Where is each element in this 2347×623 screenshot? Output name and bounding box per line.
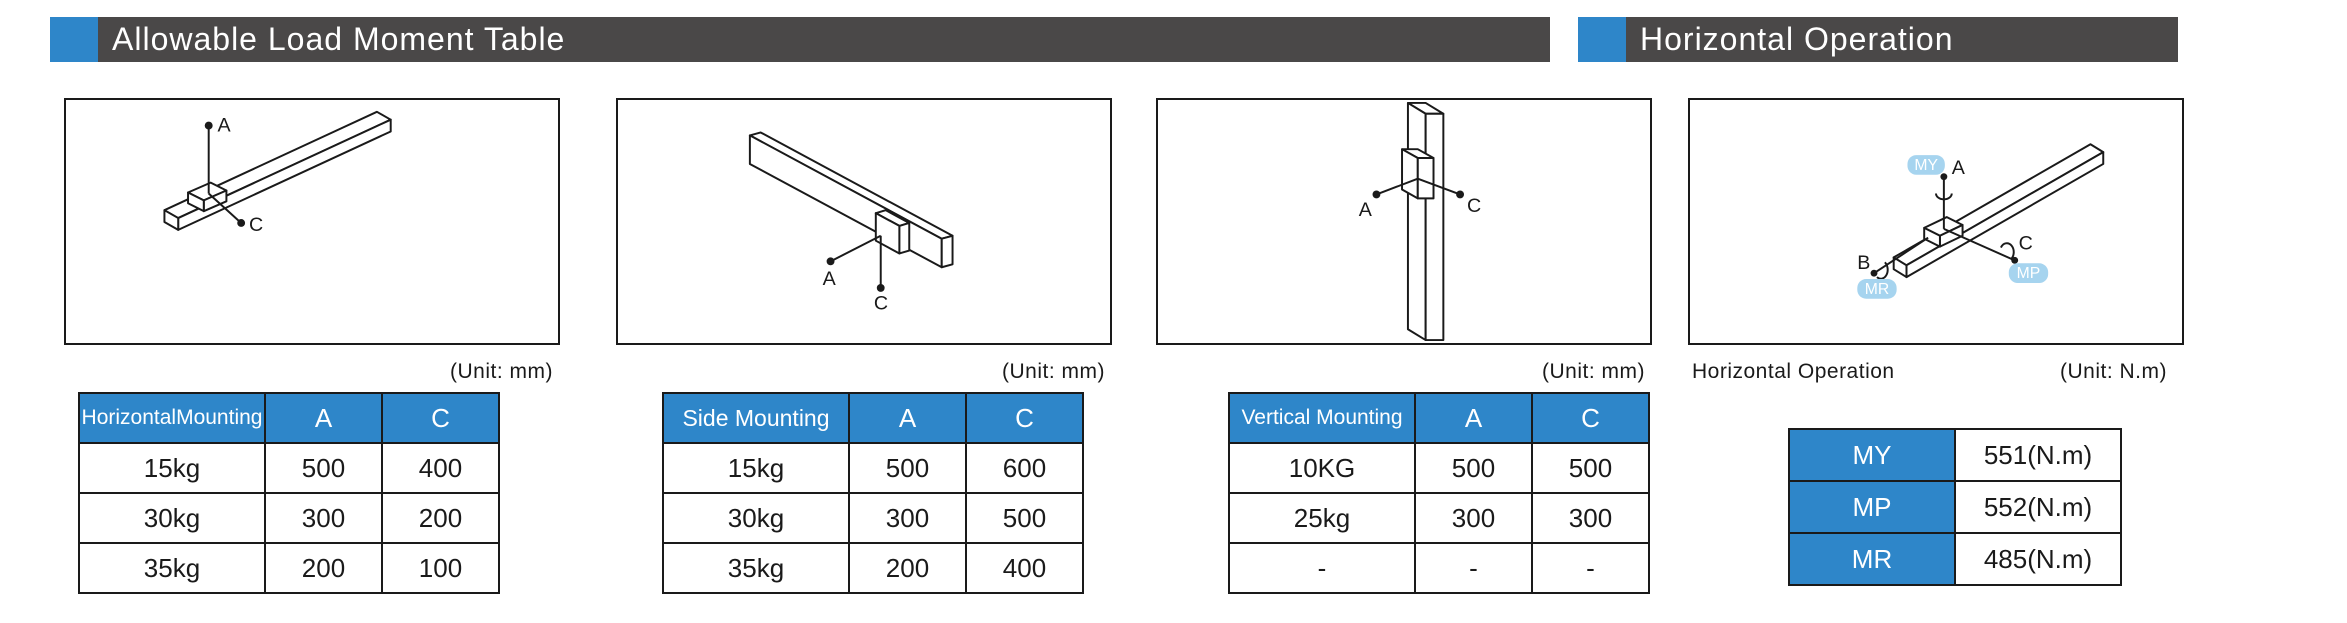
table-cell: 200 xyxy=(265,543,382,593)
horizontal-operation-illustration xyxy=(1690,100,2182,343)
column-header: A xyxy=(1415,393,1532,443)
table-row xyxy=(79,543,499,593)
side-mounting-illustration xyxy=(618,100,1110,343)
table-cell: 10KG xyxy=(1229,443,1415,493)
table-cell: 30kg xyxy=(79,493,265,543)
unit-label: (Unit: mm) xyxy=(1002,360,1105,383)
table-cell: 300 xyxy=(849,493,966,543)
table-row xyxy=(663,443,1083,493)
table-row xyxy=(1229,493,1649,543)
diagram-side-mounting xyxy=(616,98,1112,345)
svg-text:MR: MR xyxy=(1864,280,1890,298)
table-cell: 400 xyxy=(382,443,499,493)
svg-text:MY: MY xyxy=(1914,156,1938,174)
column-header: A xyxy=(849,393,966,443)
table-cell: - xyxy=(1532,543,1649,593)
unit-label: (Unit: N.m) xyxy=(2060,360,2167,383)
column-header: C xyxy=(1532,393,1649,443)
table-cell: 485(N.m) xyxy=(1955,533,2121,585)
table-cell: 500 xyxy=(1532,443,1649,493)
unit-label: (Unit: mm) xyxy=(450,360,553,383)
table-row xyxy=(1229,443,1649,493)
table-cell: 200 xyxy=(849,543,966,593)
table-row xyxy=(663,543,1083,593)
table-row xyxy=(79,493,499,543)
table-cell: 300 xyxy=(265,493,382,543)
column-header: C xyxy=(966,393,1083,443)
table-cell: 30kg xyxy=(663,493,849,543)
diagram-horizontal-operation xyxy=(1688,98,2184,345)
table-cell: 35kg xyxy=(663,543,849,593)
column-header: HorizontalMounting xyxy=(79,393,265,443)
table-cell: 15kg xyxy=(663,443,849,493)
row-header: MY xyxy=(1789,429,1955,481)
svg-text:B: B xyxy=(1857,252,1871,275)
table-cell: 552(N.m) xyxy=(1955,481,2121,533)
table-cell: 500 xyxy=(1415,443,1532,493)
table-row xyxy=(1789,481,2121,533)
table-cell: 400 xyxy=(966,543,1083,593)
title-accent xyxy=(50,17,98,62)
horizontal-operation-caption: Horizontal Operation xyxy=(1692,360,1895,383)
table-row xyxy=(663,493,1083,543)
table-row xyxy=(1229,543,1649,593)
column-header: Vertical Mounting xyxy=(1229,393,1415,443)
diagram-vertical-mounting xyxy=(1156,98,1652,345)
table-cell: 600 xyxy=(966,443,1083,493)
diagram-horizontal-mounting xyxy=(64,98,560,345)
table-cell: 25kg xyxy=(1229,493,1415,543)
table-header-row xyxy=(663,393,1083,443)
horizontal-mounting-table xyxy=(78,392,500,594)
section-title-horizontal-operation: Horizontal Operation xyxy=(1640,21,1954,57)
table-cell: 500 xyxy=(849,443,966,493)
row-header: MP xyxy=(1789,481,1955,533)
svg-text:A: A xyxy=(217,114,231,137)
table-cell: - xyxy=(1229,543,1415,593)
table-row xyxy=(1789,429,2121,481)
table-cell: 200 xyxy=(382,493,499,543)
title-accent xyxy=(1578,17,1626,62)
svg-text:C: C xyxy=(873,292,889,315)
svg-text:A: A xyxy=(1951,156,1965,179)
table-cell: 300 xyxy=(1415,493,1532,543)
moment-rating-table xyxy=(1788,428,2122,586)
side-mounting-table xyxy=(662,392,1084,594)
horizontal-mounting-illustration xyxy=(66,100,558,343)
section-title-bar-horizontal-operation xyxy=(1578,17,2178,62)
vertical-mounting-illustration xyxy=(1158,100,1650,343)
svg-text:C: C xyxy=(2018,232,2033,255)
unit-label: (Unit: mm) xyxy=(1542,360,1645,383)
section-title-load-moment: Allowable Load Moment Table xyxy=(112,21,566,57)
table-header-row xyxy=(79,393,499,443)
section-title-bar-load-moment xyxy=(50,17,1550,62)
table-cell: 500 xyxy=(265,443,382,493)
table-cell: 500 xyxy=(966,493,1083,543)
row-header: MR xyxy=(1789,533,1955,585)
table-cell: 15kg xyxy=(79,443,265,493)
svg-text:A: A xyxy=(1358,199,1372,222)
table-header-row xyxy=(1229,393,1649,443)
column-header: Side Mounting xyxy=(663,393,849,443)
svg-text:A: A xyxy=(822,267,836,290)
svg-text:C: C xyxy=(1466,195,1482,218)
vertical-mounting-table xyxy=(1228,392,1650,594)
moment-badge-my xyxy=(1907,155,1944,175)
table-row xyxy=(1789,533,2121,585)
moment-badge-mp xyxy=(2009,263,2048,283)
table-cell: 551(N.m) xyxy=(1955,429,2121,481)
table-row xyxy=(79,443,499,493)
column-header: A xyxy=(265,393,382,443)
svg-text:C: C xyxy=(249,213,264,236)
table-cell: - xyxy=(1415,543,1532,593)
column-header: C xyxy=(382,393,499,443)
table-cell: 35kg xyxy=(79,543,265,593)
svg-text:MP: MP xyxy=(2016,265,2041,283)
moment-badge-mr xyxy=(1857,279,1896,299)
table-cell: 300 xyxy=(1532,493,1649,543)
table-cell: 100 xyxy=(382,543,499,593)
